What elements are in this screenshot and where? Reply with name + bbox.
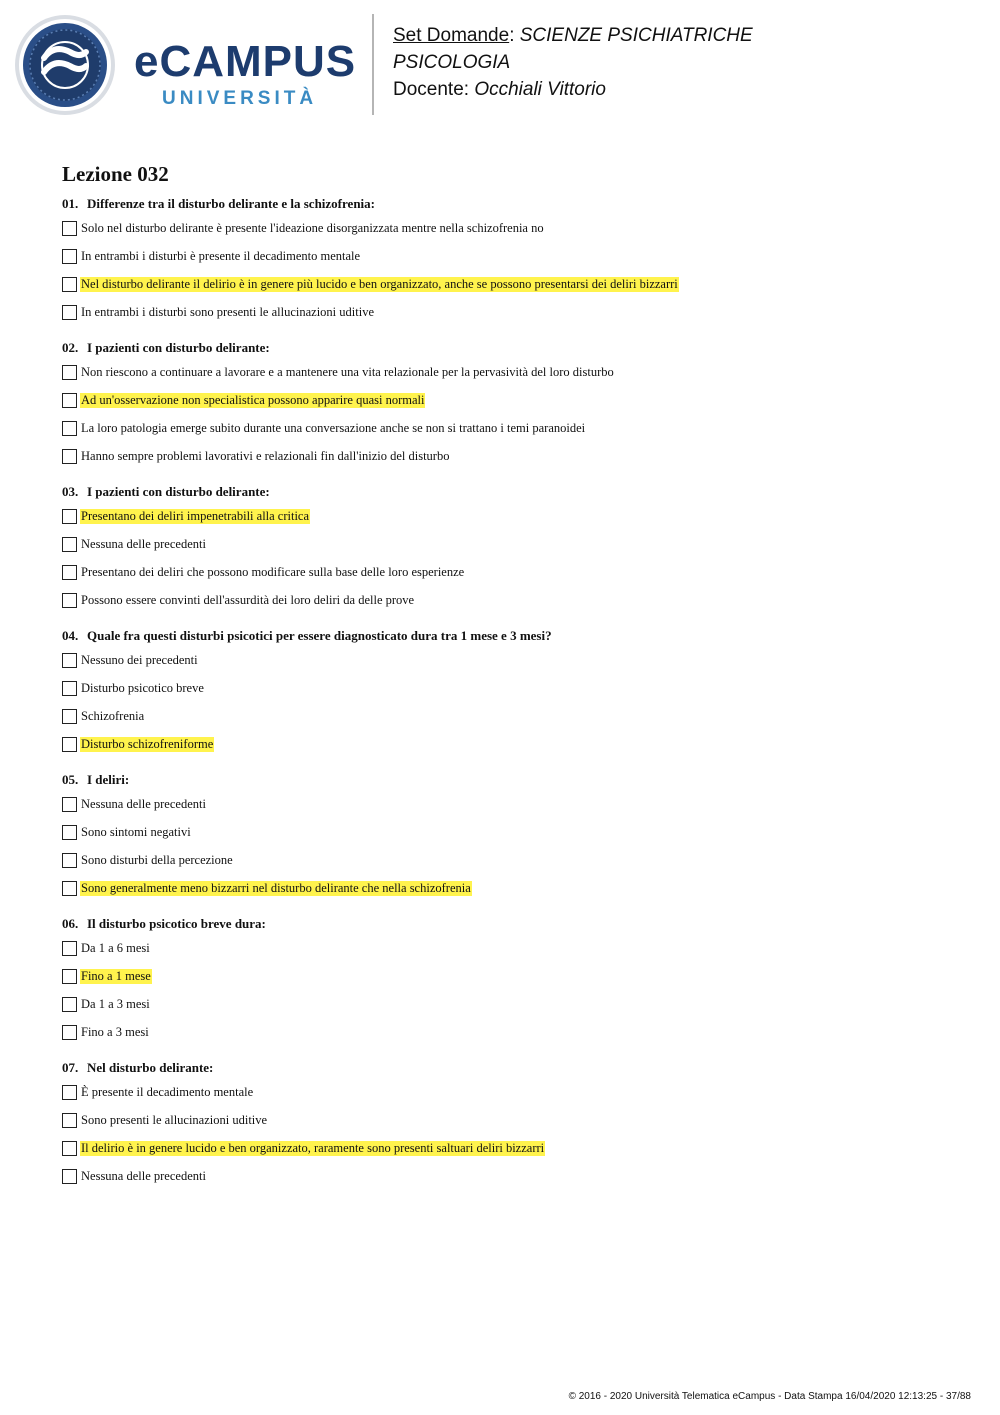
answer-option[interactable] xyxy=(62,558,962,586)
answer-option[interactable] xyxy=(62,934,962,962)
answer-option[interactable] xyxy=(62,874,962,902)
answer-checkbox[interactable] xyxy=(62,593,77,608)
answer-text: Hanno sempre problemi lavorativi e relazionali fin dall'inizio del disturbo xyxy=(81,448,450,463)
question-title xyxy=(62,1059,962,1077)
answer-text: Nessuna delle precedenti xyxy=(81,796,206,811)
question-title xyxy=(62,915,962,933)
answer-checkbox[interactable] xyxy=(62,1169,77,1184)
answer-text: Nessuno dei precedenti xyxy=(81,652,198,667)
answer-option[interactable] xyxy=(62,1106,962,1134)
answer-option[interactable] xyxy=(62,442,962,470)
answer-option[interactable] xyxy=(62,674,962,702)
answer-checkbox[interactable] xyxy=(62,709,77,724)
question-block xyxy=(62,483,962,614)
answer-option[interactable] xyxy=(62,270,962,298)
answer-option[interactable] xyxy=(62,586,962,614)
subject-line2: PSICOLOGIA xyxy=(393,52,511,73)
answer-text: Solo nel disturbo delirante è presente l'ideazione disorganizzata mentre nella schizofrenia no xyxy=(81,220,544,235)
question-title xyxy=(62,339,962,357)
question-text: Differenze tra il disturbo delirante e la schizofrenia: xyxy=(87,196,375,211)
set-line xyxy=(393,22,753,49)
answer-text: Non riescono a continuare a lavorare e a mantenere una vita relazionale per la pervasività del loro disturbo xyxy=(81,364,614,379)
quiz-content xyxy=(62,160,962,1203)
answer-option[interactable] xyxy=(62,790,962,818)
answer-text: Sono sintomi negativi xyxy=(81,824,191,839)
question-block xyxy=(62,1059,962,1190)
answer-text: È presente il decadimento mentale xyxy=(81,1084,254,1099)
answer-text: La loro patologia emerge subito durante una conversazione anche se non si trattano i temi paranoidei xyxy=(81,420,586,435)
question-block xyxy=(62,627,962,758)
answer-checkbox[interactable] xyxy=(62,277,77,292)
question-title xyxy=(62,627,962,645)
answer-text: In entrambi i disturbi è presente il decadimento mentale xyxy=(81,248,361,263)
answer-option[interactable] xyxy=(62,214,962,242)
page-header xyxy=(0,0,1000,130)
question-number: 07. xyxy=(62,1060,79,1075)
answer-text: Sono disturbi della percezione xyxy=(81,852,233,867)
answer-checkbox[interactable] xyxy=(62,1113,77,1128)
answer-option[interactable] xyxy=(62,1078,962,1106)
answer-checkbox[interactable] xyxy=(62,853,77,868)
answer-checkbox[interactable] xyxy=(62,305,77,320)
answer-checkbox[interactable] xyxy=(62,565,77,580)
answer-text-highlighted: Nel disturbo delirante il delirio è in genere più lucido e ben organizzato, anche se possono presentarsi dei deliri bizzarri xyxy=(81,276,678,291)
subject-line-2 xyxy=(393,49,753,76)
answer-option[interactable] xyxy=(62,502,962,530)
answer-option[interactable] xyxy=(62,646,962,674)
set-info xyxy=(393,22,753,103)
answer-checkbox[interactable] xyxy=(62,941,77,956)
answer-checkbox[interactable] xyxy=(62,249,77,264)
answer-checkbox[interactable] xyxy=(62,969,77,984)
question-block xyxy=(62,771,962,902)
answer-text-highlighted: Presentano dei deliri impenetrabili alla critica xyxy=(81,508,310,523)
answer-checkbox[interactable] xyxy=(62,681,77,696)
answer-checkbox[interactable] xyxy=(62,1141,77,1156)
question-text: I pazienti con disturbo delirante: xyxy=(87,484,270,499)
question-number: 03. xyxy=(62,484,79,499)
set-separator: : xyxy=(509,25,515,46)
answer-option[interactable] xyxy=(62,1018,962,1046)
answer-checkbox[interactable] xyxy=(62,825,77,840)
question-block xyxy=(62,915,962,1046)
set-label: Set Domande xyxy=(393,25,510,46)
question-number: 05. xyxy=(62,772,79,787)
question-title xyxy=(62,483,962,501)
answer-checkbox[interactable] xyxy=(62,509,77,524)
answer-option[interactable] xyxy=(62,386,962,414)
question-title xyxy=(62,195,962,213)
question-number: 02. xyxy=(62,340,79,355)
docente-label: Docente: xyxy=(393,79,470,100)
answer-option[interactable] xyxy=(62,1134,962,1162)
answer-text: Nessuna delle precedenti xyxy=(81,1168,206,1183)
answer-checkbox[interactable] xyxy=(62,997,77,1012)
answer-text-highlighted: Ad un'osservazione non specialistica possono apparire quasi normali xyxy=(81,392,425,407)
question-number: 01. xyxy=(62,196,79,211)
ecampus-emblem-icon xyxy=(14,14,116,116)
question-text: I deliri: xyxy=(87,772,130,787)
answer-text-highlighted: Disturbo schizofreniforme xyxy=(81,736,214,751)
question-list xyxy=(62,195,962,1190)
answer-option[interactable] xyxy=(62,962,962,990)
question-title xyxy=(62,771,962,789)
answer-checkbox[interactable] xyxy=(62,537,77,552)
question-text: I pazienti con disturbo delirante: xyxy=(87,340,270,355)
answer-text: Schizofrenia xyxy=(81,708,145,723)
answer-option[interactable] xyxy=(62,242,962,270)
page-footer: © 2016 - 2020 Università Telematica eCampus - Data Stampa 16/04/2020 12:13:25 - 37/88 xyxy=(568,1391,971,1402)
answer-checkbox[interactable] xyxy=(62,221,77,236)
answer-option[interactable] xyxy=(62,414,962,442)
question-number: 06. xyxy=(62,916,79,931)
answer-option[interactable] xyxy=(62,818,962,846)
answer-option[interactable] xyxy=(62,846,962,874)
answer-text: Possono essere convinti dell'assurdità dei loro deliri da delle prove xyxy=(81,592,415,607)
question-number: 04. xyxy=(62,628,79,643)
lesson-title: Lezione 032 xyxy=(62,162,169,186)
answer-text: Da 1 a 3 mesi xyxy=(81,996,150,1011)
answer-text: Disturbo psicotico breve xyxy=(81,680,204,695)
answer-checkbox[interactable] xyxy=(62,1085,77,1100)
answer-text-highlighted: Sono generalmente meno bizzarri nel disturbo delirante che nella schizofrenia xyxy=(81,880,471,895)
docente-name: Occhiali Vittorio xyxy=(474,79,606,100)
answer-option[interactable] xyxy=(62,530,962,558)
answer-text: In entrambi i disturbi sono presenti le allucinazioni uditive xyxy=(81,304,374,319)
question-block xyxy=(62,195,962,326)
answer-checkbox[interactable] xyxy=(62,449,77,464)
answer-checkbox[interactable] xyxy=(62,653,77,668)
docente-line xyxy=(393,76,753,103)
answer-text: Fino a 3 mesi xyxy=(81,1024,149,1039)
answer-option[interactable] xyxy=(62,990,962,1018)
answer-checkbox[interactable] xyxy=(62,365,77,380)
answer-option[interactable] xyxy=(62,702,962,730)
answer-checkbox[interactable] xyxy=(62,1025,77,1040)
answer-option[interactable] xyxy=(62,298,962,326)
logo-subtitle: UNIVERSITÀ xyxy=(162,88,318,109)
question-text: Il disturbo psicotico breve dura: xyxy=(87,916,266,931)
answer-text: Sono presenti le allucinazioni uditive xyxy=(81,1112,268,1127)
logo-wordmark: eCAMPUS xyxy=(134,37,357,86)
answer-checkbox[interactable] xyxy=(62,737,77,752)
answer-checkbox[interactable] xyxy=(62,393,77,408)
answer-checkbox[interactable] xyxy=(62,421,77,436)
answer-text-highlighted: Il delirio è in genere lucido e ben organizzato, raramente sono presenti saltuari deliri bizzarri xyxy=(81,1140,545,1155)
question-text: Nel disturbo delirante: xyxy=(87,1060,214,1075)
header-divider xyxy=(372,14,374,115)
answer-option[interactable] xyxy=(62,1162,962,1190)
answer-text: Presentano dei deliri che possono modificare sulla base delle loro esperienze xyxy=(81,564,465,579)
question-text: Quale fra questi disturbi psicotici per essere diagnosticato dura tra 1 mese e 3 mesi? xyxy=(87,628,552,643)
answer-text: Nessuna delle precedenti xyxy=(81,536,206,551)
answer-text: Da 1 a 6 mesi xyxy=(81,940,150,955)
answer-option[interactable] xyxy=(62,358,962,386)
answer-checkbox[interactable] xyxy=(62,881,77,896)
answer-text-highlighted: Fino a 1 mese xyxy=(81,968,151,983)
answer-checkbox[interactable] xyxy=(62,797,77,812)
question-block xyxy=(62,339,962,470)
answer-option[interactable] xyxy=(62,730,962,758)
subject-line1: SCIENZE PSICHIATRICHE xyxy=(519,25,753,46)
